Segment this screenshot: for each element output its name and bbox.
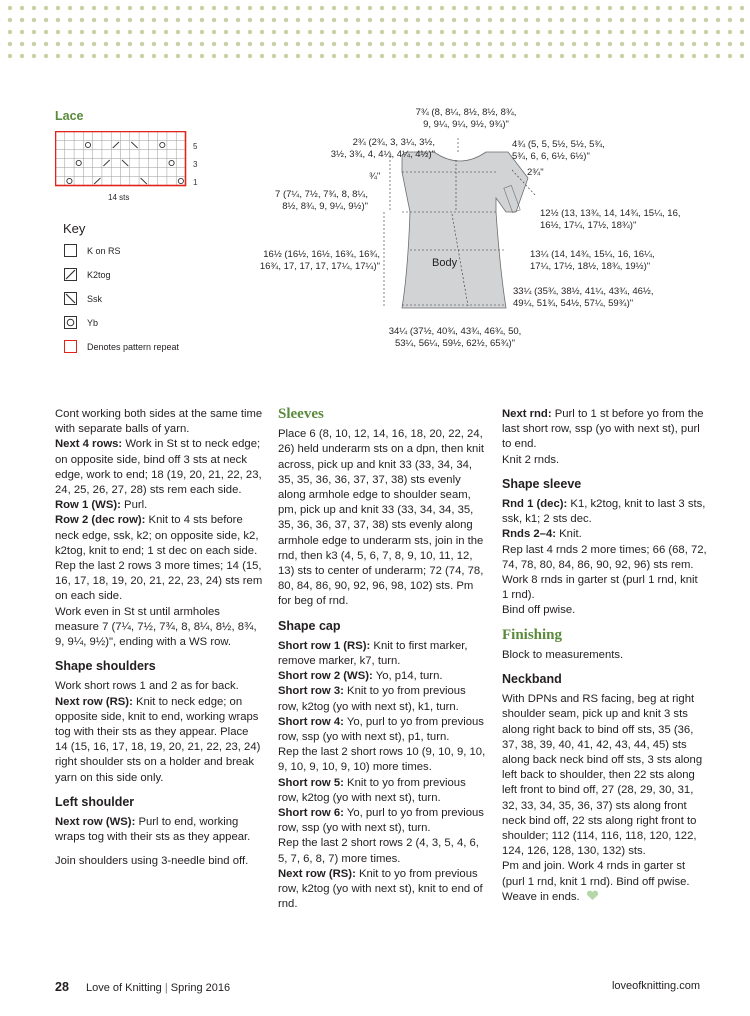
paragraph: Rep the last 2 short rows 10 (9, 10, 9, 10, 9, 10, 9, 10, 9, 10) more times. (278, 746, 486, 774)
key-item: Yb (64, 316, 98, 329)
measurement-armhole: 7 (7¼, 7½, 7¾, 8, 8¼, 8½, 8¾, 9, 9¼, 9½)" (275, 189, 368, 212)
section-heading: Sleeves (278, 406, 324, 422)
chart-stitch-count: 14 sts (108, 193, 130, 202)
paragraph: Next 4 rows: Work in St st to neck edge; on opposite side, bind off 3 sts at neck edge, work to end; 18 (19, 20, 21, 22, 23, 24, 25, 26, 27, 28) sts rem each side. (55, 438, 262, 497)
paragraph: With DPNs and RS facing, beg at right shoulder seam, pick up and knit 3 sts along right back to bind off sts, 35 (36, 37, 38, 39, 40, 41, 42, 43, 44, 45) sts along back neck bind off sts, 3 sts along left back to shoulder, then 22 sts along left front to bind off, 27 (28, 29, 30, 31, 32, 33, 34, 35, 36, 37) sts along front neck bind off, 22 sts along right front to shoulder; 112 (114, 116, 118, 120, 122, 124, 126, 128, 130, 132) sts. (502, 693, 703, 858)
key-item: K2tog (64, 268, 111, 281)
paragraph: Rnd 1 (dec): K1, k2tog, knit to last 3 sts, ssk, k1; 2 sts dec. (502, 498, 706, 526)
measurement-hem: 34¼ (37½, 40¾, 43¾, 46¾, 50, 53¼, 56¼, 59½, 62½, 65¾)" (388, 326, 522, 349)
paragraph: Join shoulders using 3-needle bind off. (55, 855, 249, 868)
paragraph: Short row 1 (RS): Knit to first marker, remove marker, k7, turn. (278, 639, 468, 668)
paragraph: Rnds 2–4: Knit. (502, 528, 582, 541)
k2tog-symbol (113, 142, 119, 148)
section-heading: Finishing (502, 626, 563, 643)
k2tog-slash-icon (64, 268, 77, 281)
key-item: Ssk (64, 292, 102, 305)
section-heading: Shape shoulders (55, 659, 156, 674)
circle-icon (64, 316, 77, 329)
measurement-chest: 33¼ (35¾, 38½, 41¼, 43¾, 46½, 49¼, 51¾, 54½, 57¼, 59¾)" (513, 286, 654, 309)
chart-row-number: 1 (193, 178, 198, 187)
key-title: Key (63, 221, 86, 236)
paragraph: Short row 3: Knit to yo from previous row, k2tog (yo with next st), k1, turn. (278, 685, 466, 713)
k2tog-symbol (103, 160, 109, 166)
yo-symbol (178, 178, 183, 183)
paragraph: Pm and join. Work 4 rnds in garter st (purl 1 rnd, knit 1 rnd). Bind off pwise. (502, 860, 690, 888)
paragraph: Rep the last 2 short rows 2 (4, 3, 5, 4, 6, 5, 7, 6, 8, 7) more times. (278, 837, 479, 865)
measurement-neck: 2¾ (2¾, 3, 3¼, 3½, 3½, 3¾, 4, 4¼, 4¼, 4½)" (330, 137, 435, 160)
lace-chart (55, 131, 215, 193)
page-number: 28 (55, 980, 69, 994)
ssk-symbol (122, 160, 128, 166)
lace-chart-title: Lace (55, 109, 84, 123)
ssk-symbol (131, 142, 137, 148)
footer-left: 28 Love of Knitting | Spring 2016 (55, 980, 231, 994)
measurement-upper-arm: 12½ (13, 13¾, 14, 14¾, 15¼, 16, 16½, 17¼, 17½, 18¾)" (540, 208, 681, 231)
body-label: Body (432, 257, 458, 269)
text-column-1 (55, 407, 263, 870)
paragraph: Next rnd: Purl to 1 st before yo from the last short row, ssp (yo with next st), purl to end. (502, 408, 704, 451)
paragraph: Work 8 rnds in garter st (purl 1 rnd, knit 1 rnd). (502, 574, 698, 602)
yo-symbol (76, 160, 81, 165)
yo-symbol (160, 142, 165, 147)
text-column-2 (278, 407, 488, 913)
paragraph: Block to measurements. (502, 648, 624, 661)
section-heading: Left shoulder (55, 794, 135, 809)
measurement-two-three-quarter: 2¾" (527, 167, 544, 178)
measurement-three-quarter: ¾" (369, 171, 381, 182)
ssk-symbol (141, 178, 147, 184)
blank-square-icon (64, 244, 77, 257)
text-column-3 (502, 407, 707, 905)
chart-row-number: 3 (193, 160, 198, 169)
red-square-icon (64, 340, 77, 353)
section-heading: Neckband (502, 672, 562, 687)
paragraph: Rep last 4 rnds 2 more times; 66 (68, 72, 74, 78, 80, 84, 86, 90, 92, 96) sts rem. (502, 543, 707, 571)
measurement-top-width: 7¾ (8, 8¼, 8½, 8½, 8¾, 9, 9¼, 9¼, 9½, 9¾)" (415, 107, 517, 130)
paragraph: Row 2 (dec row): Knit to 4 sts before neck edge, ssk, k2; on opposite side, k2, k2tog, knit to end; 1 st dec on each side. (55, 514, 259, 557)
paragraph: Place 6 (8, 10, 12, 14, 16, 18, 20, 22, 24, 26) held underarm sts on a dpn, then knit across, pick up and knit 33 (33, 34, 34, 35, 35, 36, 36, 37, 37, 38) sts evenly along armhole edge to shoulder seam, pm, pick up and knit 33 (33, 34, 34, 35, 35, 36, 36, 37, 37, 38) sts evenly along armhole edge to underarm sts, join in the rnd, then k3 (4, 5, 6, 7, 8, 9, 10, 11, 12, 13) sts to center of underarm; 72 (74, 78, 80, 84, 86, 90, 92, 96, 98, 102) sts. Pm for beg of rnd. (278, 428, 484, 608)
ssk-backslash-icon (64, 292, 77, 305)
paragraph: Next row (WS): Purl to end, working wraps tog with their sts as they appear. (55, 816, 251, 844)
measurement-length: 16½ (16½, 16½, 16¾, 16¾, 16¾, 17, 17, 17, 17¼, 17¼)" (259, 249, 380, 272)
website-link[interactable]: loveofknitting.com (611, 980, 700, 992)
key-item: K on RS (64, 244, 121, 257)
paragraph: Next row (RS): Knit to yo from previous row, k2tog (yo with next st), knit to end of rnd. (278, 867, 483, 911)
key-item: Denotes pattern repeat (64, 340, 179, 353)
paragraph: Short row 4: Yo, purl to yo from previous row, ssp (yo with next st), p1, turn. (278, 715, 484, 744)
yo-symbol (85, 142, 90, 147)
measurement-shoulder: 4¾ (5, 5, 5½, 5½, 5¾, 5¾, 6, 6, 6½, 6½)" (512, 139, 605, 162)
paragraph: Weave in ends. (502, 890, 707, 905)
section-heading: Shape sleeve (502, 476, 582, 491)
k2tog-symbol (94, 178, 100, 184)
yo-symbol (67, 178, 72, 183)
yo-symbol (169, 160, 174, 165)
header-dot-pattern (0, 0, 750, 62)
chart-row-number: 5 (193, 142, 198, 151)
paragraph: Row 1 (WS): Purl. (55, 499, 148, 512)
heart-icon (586, 890, 599, 901)
paragraph: Short row 6: Yo, purl to yo from previous row, ssp (yo with next st), turn. (278, 807, 484, 835)
issue-date: Spring 2016 (170, 982, 231, 994)
paragraph: Rep the last 2 rows 3 more times; 14 (15, 16, 17, 18, 19, 20, 21, 22, 23, 24) sts rem on each side. (55, 560, 263, 603)
paragraph: Short row 2 (WS): Yo, p14, turn. (278, 670, 443, 683)
paragraph: Bind off pwise. (502, 604, 576, 617)
paragraph: Cont working both sides at the same time with separate balls of yarn. (55, 408, 263, 436)
paragraph: Work short rows 1 and 2 as for back. (55, 680, 239, 693)
paragraph: Knit 2 rnds. (502, 453, 560, 466)
section-heading: Shape cap (278, 618, 341, 633)
paragraph: Work even in St st until armholes measure 7 (7¼, 7½, 7¾, 8, 8¼, 8½, 8¾, 9, 9¼, 9½)", ending with a WS row. (55, 605, 257, 649)
measurement-cuff: 13¼ (14, 14¾, 15¼, 16, 16¼, 17¼, 17½, 18½, 18¾, 19½)" (530, 249, 655, 272)
magazine-title: Love of Knitting (85, 982, 162, 994)
paragraph: Next row (RS): Knit to neck edge; on opposite side, knit to end, working wraps tog with their sts as they appear. Place 14 (15, 16, 17, 18, 19, 20, 21, 22, 23, 24) right shoulder sts on a holder and break yarn on this side only. (55, 695, 261, 784)
paragraph: Short row 5: Knit to yo from previous row, k2tog (yo with next st), turn. (278, 776, 466, 804)
